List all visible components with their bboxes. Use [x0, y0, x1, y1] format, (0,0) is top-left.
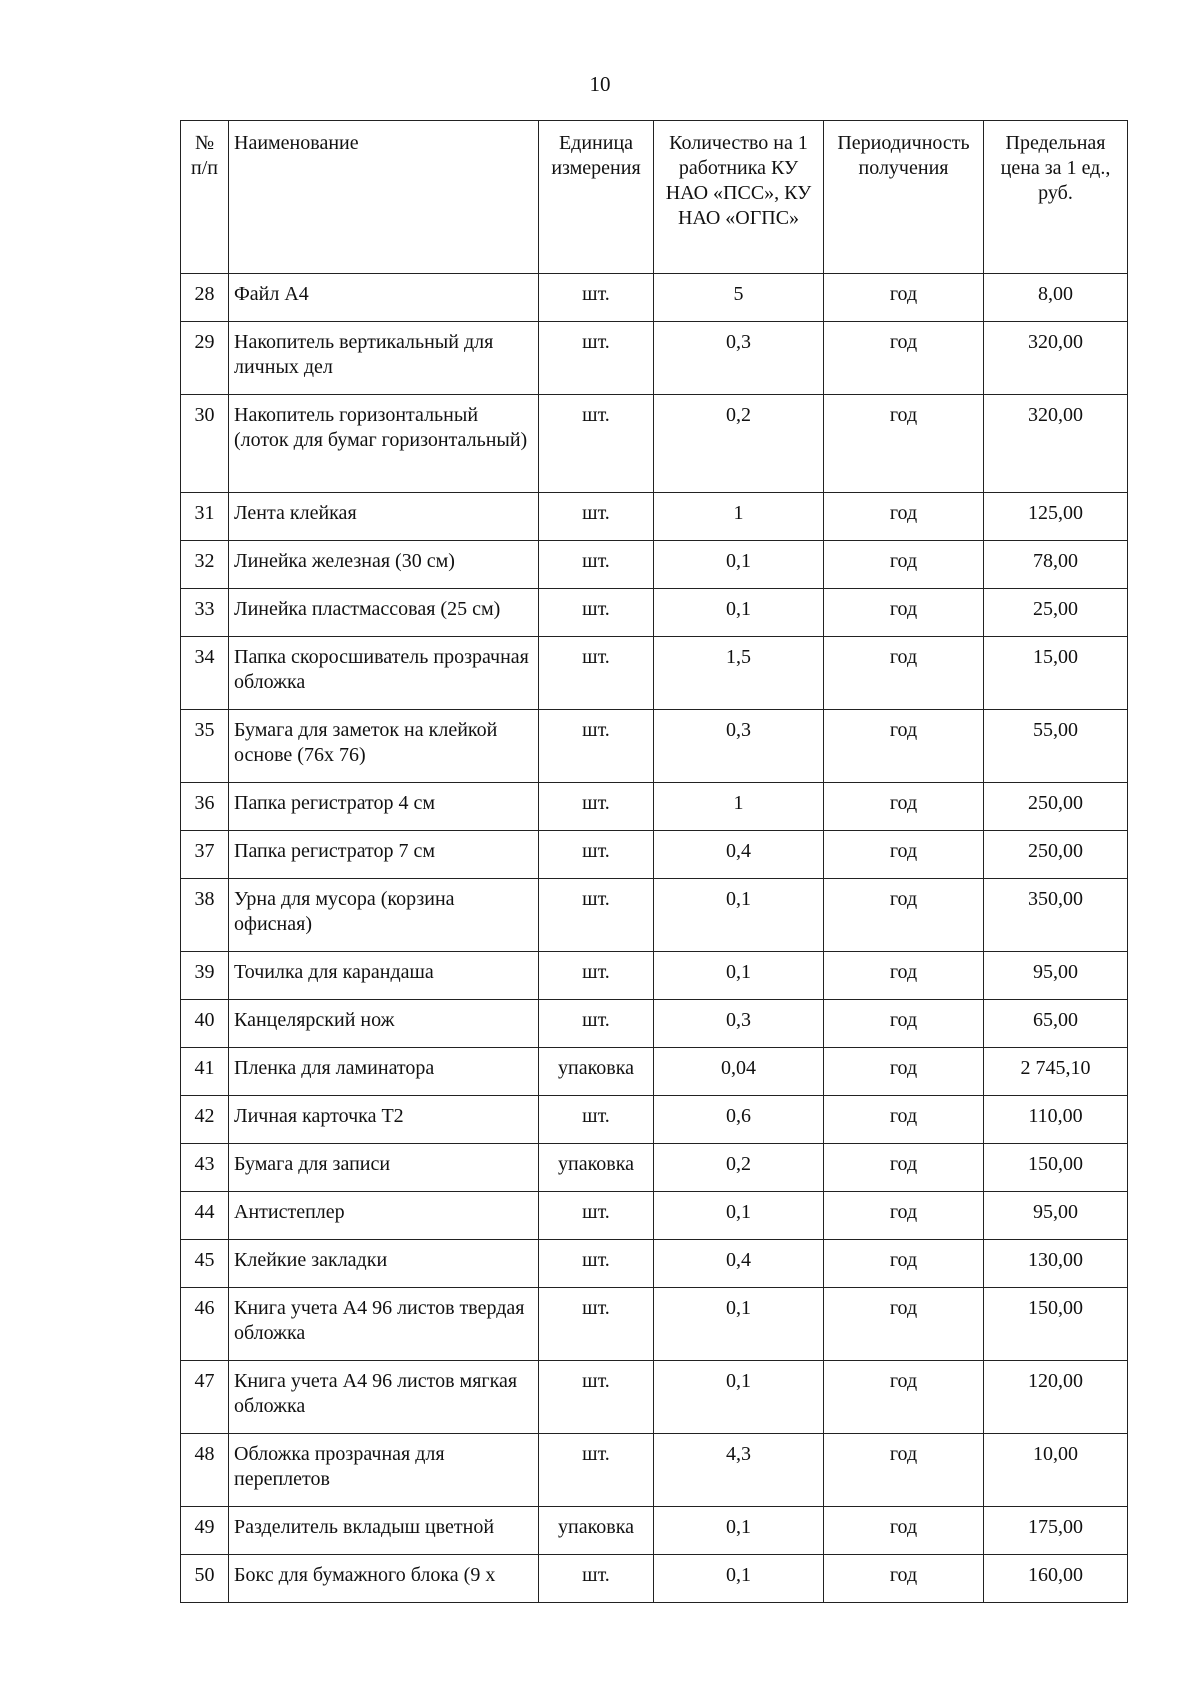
item-unit: шт. [539, 1000, 654, 1048]
item-unit: шт. [539, 783, 654, 831]
row-number: 43 [181, 1144, 229, 1192]
row-number: 48 [181, 1434, 229, 1507]
item-period: год [824, 1507, 984, 1555]
item-period: год [824, 637, 984, 710]
item-quantity: 0,2 [654, 395, 824, 493]
item-quantity: 0,1 [654, 1361, 824, 1434]
header-period: Периодичность получения [824, 121, 984, 274]
item-name: Линейка железная (30 см) [229, 541, 539, 589]
item-unit: шт. [539, 710, 654, 783]
item-name: Папка регистратор 4 см [229, 783, 539, 831]
item-period: год [824, 1240, 984, 1288]
row-number: 47 [181, 1361, 229, 1434]
item-quantity: 0,4 [654, 1240, 824, 1288]
table-row [181, 1096, 1128, 1144]
item-quantity: 0,3 [654, 322, 824, 395]
item-name: Точилка для карандаша [229, 952, 539, 1000]
item-name: Обложка прозрачная для переплетов [229, 1434, 539, 1507]
item-name: Папка скоросшиватель прозрачная обложка [229, 637, 539, 710]
row-number: 41 [181, 1048, 229, 1096]
item-name: Пленка для ламинатора [229, 1048, 539, 1096]
header-price: Предельная цена за 1 ед., руб. [984, 121, 1128, 274]
item-unit: шт. [539, 395, 654, 493]
item-price: 320,00 [984, 322, 1128, 395]
header-unit: Единица измерения [539, 121, 654, 274]
item-quantity: 0,1 [654, 1555, 824, 1603]
item-name: Канцелярский нож [229, 1000, 539, 1048]
row-number: 39 [181, 952, 229, 1000]
item-price: 25,00 [984, 589, 1128, 637]
table-row [181, 274, 1128, 322]
table-header-row [181, 121, 1128, 274]
item-period: год [824, 879, 984, 952]
item-period: год [824, 1048, 984, 1096]
row-number: 36 [181, 783, 229, 831]
row-number: 37 [181, 831, 229, 879]
item-quantity: 0,1 [654, 1192, 824, 1240]
item-unit: шт. [539, 637, 654, 710]
item-name: Личная карточка Т2 [229, 1096, 539, 1144]
item-price: 320,00 [984, 395, 1128, 493]
row-number: 38 [181, 879, 229, 952]
table-row [181, 879, 1128, 952]
row-number: 46 [181, 1288, 229, 1361]
table-row [181, 831, 1128, 879]
item-period: год [824, 274, 984, 322]
item-name: Разделитель вкладыш цветной [229, 1507, 539, 1555]
table-row [181, 395, 1128, 493]
row-number: 42 [181, 1096, 229, 1144]
table-row [181, 1192, 1128, 1240]
item-name: Бумага для заметок на клейкой основе (76х 76) [229, 710, 539, 783]
item-period: год [824, 1288, 984, 1361]
item-unit: шт. [539, 831, 654, 879]
item-quantity: 0,2 [654, 1144, 824, 1192]
header-num: № п/п [181, 121, 229, 274]
item-price: 120,00 [984, 1361, 1128, 1434]
table-row [181, 1555, 1128, 1603]
item-period: год [824, 831, 984, 879]
item-period: год [824, 783, 984, 831]
row-number: 30 [181, 395, 229, 493]
item-price: 150,00 [984, 1144, 1128, 1192]
item-period: год [824, 1434, 984, 1507]
table-row [181, 589, 1128, 637]
table-row [181, 541, 1128, 589]
table-row [181, 322, 1128, 395]
item-price: 55,00 [984, 710, 1128, 783]
row-number: 31 [181, 493, 229, 541]
table-row [181, 1434, 1128, 1507]
item-quantity: 0,4 [654, 831, 824, 879]
item-unit: шт. [539, 1361, 654, 1434]
row-number: 44 [181, 1192, 229, 1240]
item-price: 10,00 [984, 1434, 1128, 1507]
table-row [181, 637, 1128, 710]
table-row [181, 1361, 1128, 1434]
item-name: Линейка пластмассовая (25 см) [229, 589, 539, 637]
item-unit: упаковка [539, 1048, 654, 1096]
item-price: 160,00 [984, 1555, 1128, 1603]
page-number: 10 [589, 72, 611, 96]
item-unit: упаковка [539, 1507, 654, 1555]
item-period: год [824, 710, 984, 783]
table-row [181, 1240, 1128, 1288]
row-number: 32 [181, 541, 229, 589]
item-name: Урна для мусора (корзина офисная) [229, 879, 539, 952]
item-price: 175,00 [984, 1507, 1128, 1555]
item-quantity: 0,6 [654, 1096, 824, 1144]
item-unit: шт. [539, 1240, 654, 1288]
item-unit: шт. [539, 322, 654, 395]
table-row [181, 1048, 1128, 1096]
item-name: Накопитель вертикальный для личных дел [229, 322, 539, 395]
item-price: 125,00 [984, 493, 1128, 541]
item-name: Клейкие закладки [229, 1240, 539, 1288]
item-unit: шт. [539, 1192, 654, 1240]
item-name: Лента клейкая [229, 493, 539, 541]
item-price: 350,00 [984, 879, 1128, 952]
item-quantity: 1 [654, 783, 824, 831]
item-period: год [824, 493, 984, 541]
row-number: 40 [181, 1000, 229, 1048]
item-name: Файл А4 [229, 274, 539, 322]
item-quantity: 5 [654, 274, 824, 322]
item-name: Антистеплер [229, 1192, 539, 1240]
item-price: 150,00 [984, 1288, 1128, 1361]
item-unit: шт. [539, 1555, 654, 1603]
item-unit: упаковка [539, 1144, 654, 1192]
item-quantity: 0,1 [654, 1507, 824, 1555]
item-quantity: 0,04 [654, 1048, 824, 1096]
item-price: 8,00 [984, 274, 1128, 322]
table-row [181, 493, 1128, 541]
item-unit: шт. [539, 493, 654, 541]
item-quantity: 4,3 [654, 1434, 824, 1507]
row-number: 49 [181, 1507, 229, 1555]
row-number: 50 [181, 1555, 229, 1603]
item-unit: шт. [539, 1434, 654, 1507]
item-period: год [824, 395, 984, 493]
row-number: 34 [181, 637, 229, 710]
item-price: 250,00 [984, 783, 1128, 831]
item-quantity: 1 [654, 493, 824, 541]
item-period: год [824, 1555, 984, 1603]
item-period: год [824, 541, 984, 589]
item-name: Бокс для бумажного блока (9 х [229, 1555, 539, 1603]
header-quantity: Количество на 1 работника КУ НАО «ПСС», КУ НАО «ОГПС» [654, 121, 824, 274]
item-quantity: 0,1 [654, 541, 824, 589]
item-price: 15,00 [984, 637, 1128, 710]
table-row [181, 1507, 1128, 1555]
item-price: 95,00 [984, 952, 1128, 1000]
item-period: год [824, 1361, 984, 1434]
supplies-table [180, 120, 1128, 1603]
table-row [181, 1288, 1128, 1361]
item-unit: шт. [539, 541, 654, 589]
item-period: год [824, 1192, 984, 1240]
item-unit: шт. [539, 274, 654, 322]
item-name: Папка регистратор 7 см [229, 831, 539, 879]
item-price: 250,00 [984, 831, 1128, 879]
row-number: 29 [181, 322, 229, 395]
item-unit: шт. [539, 1096, 654, 1144]
table-row [181, 952, 1128, 1000]
item-name: Книга учета А4 96 листов мягкая обложка [229, 1361, 539, 1434]
item-name: Книга учета А4 96 листов твердая обложка [229, 1288, 539, 1361]
item-period: год [824, 1144, 984, 1192]
header-name: Наименование [229, 121, 539, 274]
item-name: Бумага для записи [229, 1144, 539, 1192]
row-number: 45 [181, 1240, 229, 1288]
item-quantity: 0,3 [654, 1000, 824, 1048]
item-price: 95,00 [984, 1192, 1128, 1240]
item-unit: шт. [539, 879, 654, 952]
item-quantity: 0,1 [654, 1288, 824, 1361]
item-price: 110,00 [984, 1096, 1128, 1144]
item-price: 78,00 [984, 541, 1128, 589]
item-unit: шт. [539, 1288, 654, 1361]
item-unit: шт. [539, 952, 654, 1000]
item-quantity: 0,1 [654, 952, 824, 1000]
item-quantity: 0,3 [654, 710, 824, 783]
row-number: 35 [181, 710, 229, 783]
row-number: 28 [181, 274, 229, 322]
item-period: год [824, 589, 984, 637]
item-quantity: 1,5 [654, 637, 824, 710]
item-period: год [824, 322, 984, 395]
table-body [181, 274, 1128, 1603]
item-period: год [824, 1000, 984, 1048]
item-quantity: 0,1 [654, 589, 824, 637]
item-period: год [824, 952, 984, 1000]
row-number: 33 [181, 589, 229, 637]
item-price: 2 745,10 [984, 1048, 1128, 1096]
item-period: год [824, 1096, 984, 1144]
table-row [181, 783, 1128, 831]
item-name: Накопитель горизонтальный (лоток для бумаг горизонтальный) [229, 395, 539, 493]
item-quantity: 0,1 [654, 879, 824, 952]
table-row [181, 1144, 1128, 1192]
item-price: 65,00 [984, 1000, 1128, 1048]
item-price: 130,00 [984, 1240, 1128, 1288]
table-row [181, 710, 1128, 783]
table-row [181, 1000, 1128, 1048]
item-unit: шт. [539, 589, 654, 637]
